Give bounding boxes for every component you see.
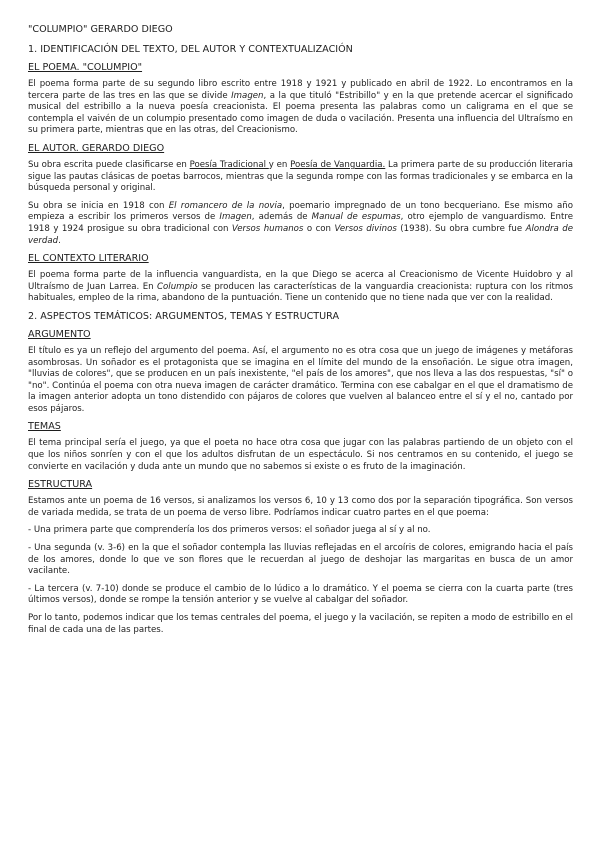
structure-part-1: - Una primera parte que comprendería los dos primeros versos: el soñador juega al sí y al no. <box>28 525 431 536</box>
document-page <box>28 24 573 642</box>
argument-heading: ARGUMENTO <box>28 328 91 340</box>
document-title: "COLUMPIO" GERARDO DIEGO <box>28 24 173 35</box>
themes-paragraph: El tema principal sería el juego, ya que el poeta no hace otra cosa que jugar con las palabras partiendo de un objeto con el que los niños sonríen y con el que los adultos disfrutan de un espectáculo. Si nos centramos en su contenido, el juego se convierte en vacilación y duda ante un mundo que no sabemos si existe o es fruto de la imaginación. <box>28 438 573 472</box>
context-paragraph: El poema forma parte de la influencia vanguardista, en la que Diego se acerca al Creacionismo de Vicente Huidobro y al Ultraísmo de Juan Larrea. En Columpio se producen las características de la vanguardia creacionista: ruptura con los ritmos habituales, empleo de la rima, abandono de la puntuación. Tiene un contenido que no tiene nada que ver con la realidad. <box>28 270 573 304</box>
author-heading: EL AUTOR. GERARDO DIEGO <box>28 142 165 154</box>
argument-paragraph: El título es ya un reflejo del argumento del poema. Así, el argumento no es otra cosa que un juego de imágenes y metáforas asombrosas. Un soñador es el protagonista que se imagina en el límite del mundo de la ensoñación. Le sigue otra imagen, "lluvias de colores", que se producen en un país inexistente, "el país de los amores", que nos lleva a las dos respuestas, "sí" o "no". Continúa el poema con otra nueva imagen de carácter dramático. Termina con ese cabalgar en el que el dramatismo de la imagen anterior adopta un tono distendido con pájaros de colores que vuelven al balanceo entre el sí y el no, cantado por esos pájaros. <box>28 345 573 414</box>
themes-heading: TEMAS <box>28 421 61 433</box>
author-paragraph-2: Su obra se inicia en 1918 con El romancero de la novia, poemario impregnado de un tono becqueriano. Ese mismo año empieza a escribir los primeros versos de Imagen, además de Manual de espumas, otro ejemplo de vanguardismo. Entre 1918 y 1924 prosigue su obra tradicional con Versos humanos o con Versos divinos (1938). Su obra cumbre fue Alondra de verdad. <box>28 200 574 246</box>
section-2-heading: 2. ASPECTOS TEMÁTICOS: ARGUMENTOS, TEMAS Y ESTRUCTURA <box>28 310 340 322</box>
poem-heading: EL POEMA. "COLUMPIO" <box>28 62 143 73</box>
section-1-heading: 1. IDENTIFICACIÓN DEL TEXTO, DEL AUTOR Y CONTEXTUALIZACIÓN <box>28 44 353 55</box>
poem-paragraph: El poema forma parte de su segundo libro escrito entre 1918 y 1921 y publicado en abril de 1922. Lo encontramos en la tercera parte de las tres en las que se divide Imagen, a la que tituló "Estribillo" y en la que pretende acercar el significado musical del estribillo a la nueva poesía creacionista. El poema presenta las palabras como un caligrama en el que se contempla el vaivén de un columpio presentado como imagen de duda o vacilación. Presenta una influencia del Ultraísmo en su primera parte, mientras que en las otras, del Creacionismo. <box>28 79 573 136</box>
structure-paragraph-1: Estamos ante un poema de 16 versos, si analizamos los versos 6, 10 y 13 como dos por la separación tipográfica. Son versos de variada medida, se trata de un poema de verso libre. Podríamos indicar cuatro partes en el que poema: <box>28 496 573 518</box>
structure-heading: ESTRUCTURA <box>28 479 93 491</box>
author-paragraph-1: Su obra escrita puede clasificarse en Poesía Tradicional y en Poesía de Vanguardia. La primera parte de su producción literaria sigue las pautas clásicas de poetas barrocos, mientras que la segunda rompe con las formas tradicionales y se embarca en la búsqueda personal y original. <box>28 159 573 194</box>
structure-part-3: - La tercera (v. 7-10) donde se produce el cambio de lo lúdico a lo dramático. Y el poema se cierra con la cuarta parte (tres últimos versos), donde se rompe la tensión anterior y se vuelve al cabalgar del soñador. <box>28 583 573 606</box>
structure-conclusion: Por lo tanto, podemos indicar que los temas centrales del poema, el juego y la vacilación, se repiten a modo de estribillo en el final de cada una de las partes. <box>28 613 573 635</box>
structure-part-2: - Una segunda (v. 3-6) en la que el soñador contempla las lluvias reflejadas en el arcoíris de colores, emigrando hacia el país de los amores, donde lo que ve son flores que le recuerdan al juego de deshojar las margaritas en busca de un amor vacilante. <box>28 543 573 577</box>
context-heading: EL CONTEXTO LITERARIO <box>28 253 149 265</box>
